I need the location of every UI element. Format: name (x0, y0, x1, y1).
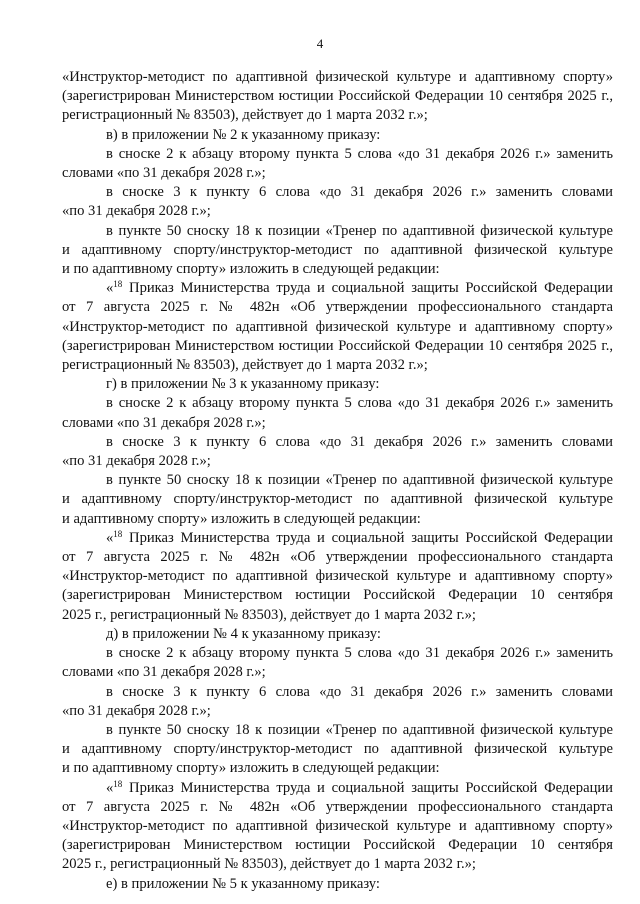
text-line: и адаптивному спорту/инструктор-методист по адаптивной физической культуре (62, 741, 613, 758)
paragraph (62, 529, 613, 625)
text-line: «$^{18}$ Приказ Министерства труда и социальной защиты Российской Федерации (106, 279, 613, 297)
text-line: и адаптивному спорту/инструктор-методист по адаптивной физической культуре (62, 241, 613, 258)
text-line: «по 31 декабря 2028 г.»; (62, 453, 211, 470)
text-line: регистрационный № 83503), действует до 1 марта 2032 г.»; (62, 107, 428, 124)
text-line: и адаптивному спорту/инструктор-методист по адаптивной физической культуре (62, 491, 613, 508)
paragraph (62, 875, 613, 894)
text-line: и по адаптивному спорту» изложить в следующей редакции: (62, 261, 440, 278)
text-line: «Инструктор-методист по адаптивной физической культуре и адаптивному спорту» (62, 318, 613, 335)
text-line: в пункте 50 сноску 18 к позиции «Тренер по адаптивной физической культуре (106, 721, 613, 738)
text-line: д) в приложении № 4 к указанному приказу: (106, 625, 381, 642)
text-line: 2025 г., регистрационный № 83503), действует до 1 марта 2032 г.»; (62, 606, 476, 623)
paragraph (62, 222, 613, 280)
text-line: в пункте 50 сноску 18 к позиции «Тренер по адаптивной физической культуре (106, 222, 613, 239)
text-line: словами «по 31 декабря 2028 г.»; (62, 664, 266, 681)
paragraph (62, 126, 613, 145)
text-line: (зарегистрирован Министерством юстиции Российской Федерации 10 сентября (62, 837, 613, 854)
text-line: «по 31 декабря 2028 г.»; (62, 702, 211, 719)
text-line: «Инструктор-методист по адаптивной физической культуре и адаптивному спорту» (62, 568, 613, 585)
text-line: «Инструктор-методист по адаптивной физической культуре и адаптивному спорту» (62, 817, 613, 834)
paragraph (62, 471, 613, 529)
text-line: «$^{18}$ Приказ Министерства труда и социальной защиты Российской Федерации (106, 778, 613, 796)
paragraph (62, 183, 613, 221)
paragraph (62, 683, 613, 721)
text-line: словами «по 31 декабря 2028 г.»; (62, 165, 266, 182)
paragraph (62, 779, 613, 875)
text-line: «по 31 декабря 2028 г.»; (62, 203, 211, 220)
text-line: г) в приложении № 3 к указанному приказу: (106, 376, 380, 393)
text-line: в сноске 2 к абзацу второму пункта 5 слова «до 31 декабря 2026 г.» заменить (106, 395, 613, 412)
text-line: в сноске 2 к абзацу второму пункта 5 слова «до 31 декабря 2026 г.» заменить (106, 145, 613, 162)
paragraph (62, 433, 613, 471)
text-line: (зарегистрирован Министерством юстиции Российской Федерации 10 сентября (62, 587, 613, 604)
text-line: (зарегистрирован Министерством юстиции Российской Федерации 10 сентября 2025 г., (62, 337, 613, 354)
text-line: и по адаптивному спорту» изложить в следующей редакции: (62, 760, 440, 777)
paragraph (62, 721, 613, 779)
text-line: (зарегистрирован Министерством юстиции Российской Федерации 10 сентября 2025 г., (62, 88, 613, 105)
page-number: 4 (316, 36, 324, 51)
footnote-marker: 18 (113, 778, 123, 789)
text-line: от 7 августа 2025 г. № 482н «Об утверждении профессионального стандарта (62, 299, 613, 316)
text-line: словами «по 31 декабря 2028 г.»; (62, 414, 266, 431)
text-line: и адаптивному спорту» изложить в следующей редакции: (62, 510, 421, 527)
text-line: в пункте 50 сноску 18 к позиции «Тренер по адаптивной физической культуре (106, 472, 613, 489)
text-line: от 7 августа 2025 г. № 482н «Об утверждении профессионального стандарта (62, 549, 613, 566)
text-line: в сноске 3 к пункту 6 слова «до 31 декабря 2026 г.» заменить словами (106, 433, 613, 450)
text-line: в сноске 3 к пункту 6 слова «до 31 декабря 2026 г.» заменить словами (106, 184, 613, 201)
paragraph (62, 644, 613, 682)
paragraph (62, 394, 613, 432)
footnote-marker: 18 (113, 528, 123, 539)
text-line: от 7 августа 2025 г. № 482н «Об утверждении профессионального стандарта (62, 798, 613, 815)
paragraph (62, 279, 613, 375)
paragraph (62, 145, 613, 183)
text-line: «$^{18}$ Приказ Министерства труда и социальной защиты Российской Федерации (106, 528, 613, 546)
paragraph (62, 375, 613, 394)
footnote-marker: 18 (113, 279, 123, 290)
text-line: в сноске 2 к абзацу второму пункта 5 слова «до 31 декабря 2026 г.» заменить (106, 645, 613, 662)
text-line: «Инструктор-методист по адаптивной физической культуре и адаптивному спорту» (62, 69, 613, 85)
text-line: е) в приложении № 5 к указанному приказу: (106, 875, 380, 892)
text-line: в) в приложении № 2 к указанному приказу: (106, 126, 381, 143)
text-line: регистрационный № 83503), действует до 1 марта 2032 г.»; (62, 357, 428, 374)
document-body (62, 68, 613, 894)
paragraph (62, 68, 613, 126)
text-line: 2025 г., регистрационный № 83503), действует до 1 марта 2032 г.»; (62, 856, 476, 873)
text-line: в сноске 3 к пункту 6 слова «до 31 декабря 2026 г.» заменить словами (106, 683, 613, 700)
paragraph (62, 625, 613, 644)
